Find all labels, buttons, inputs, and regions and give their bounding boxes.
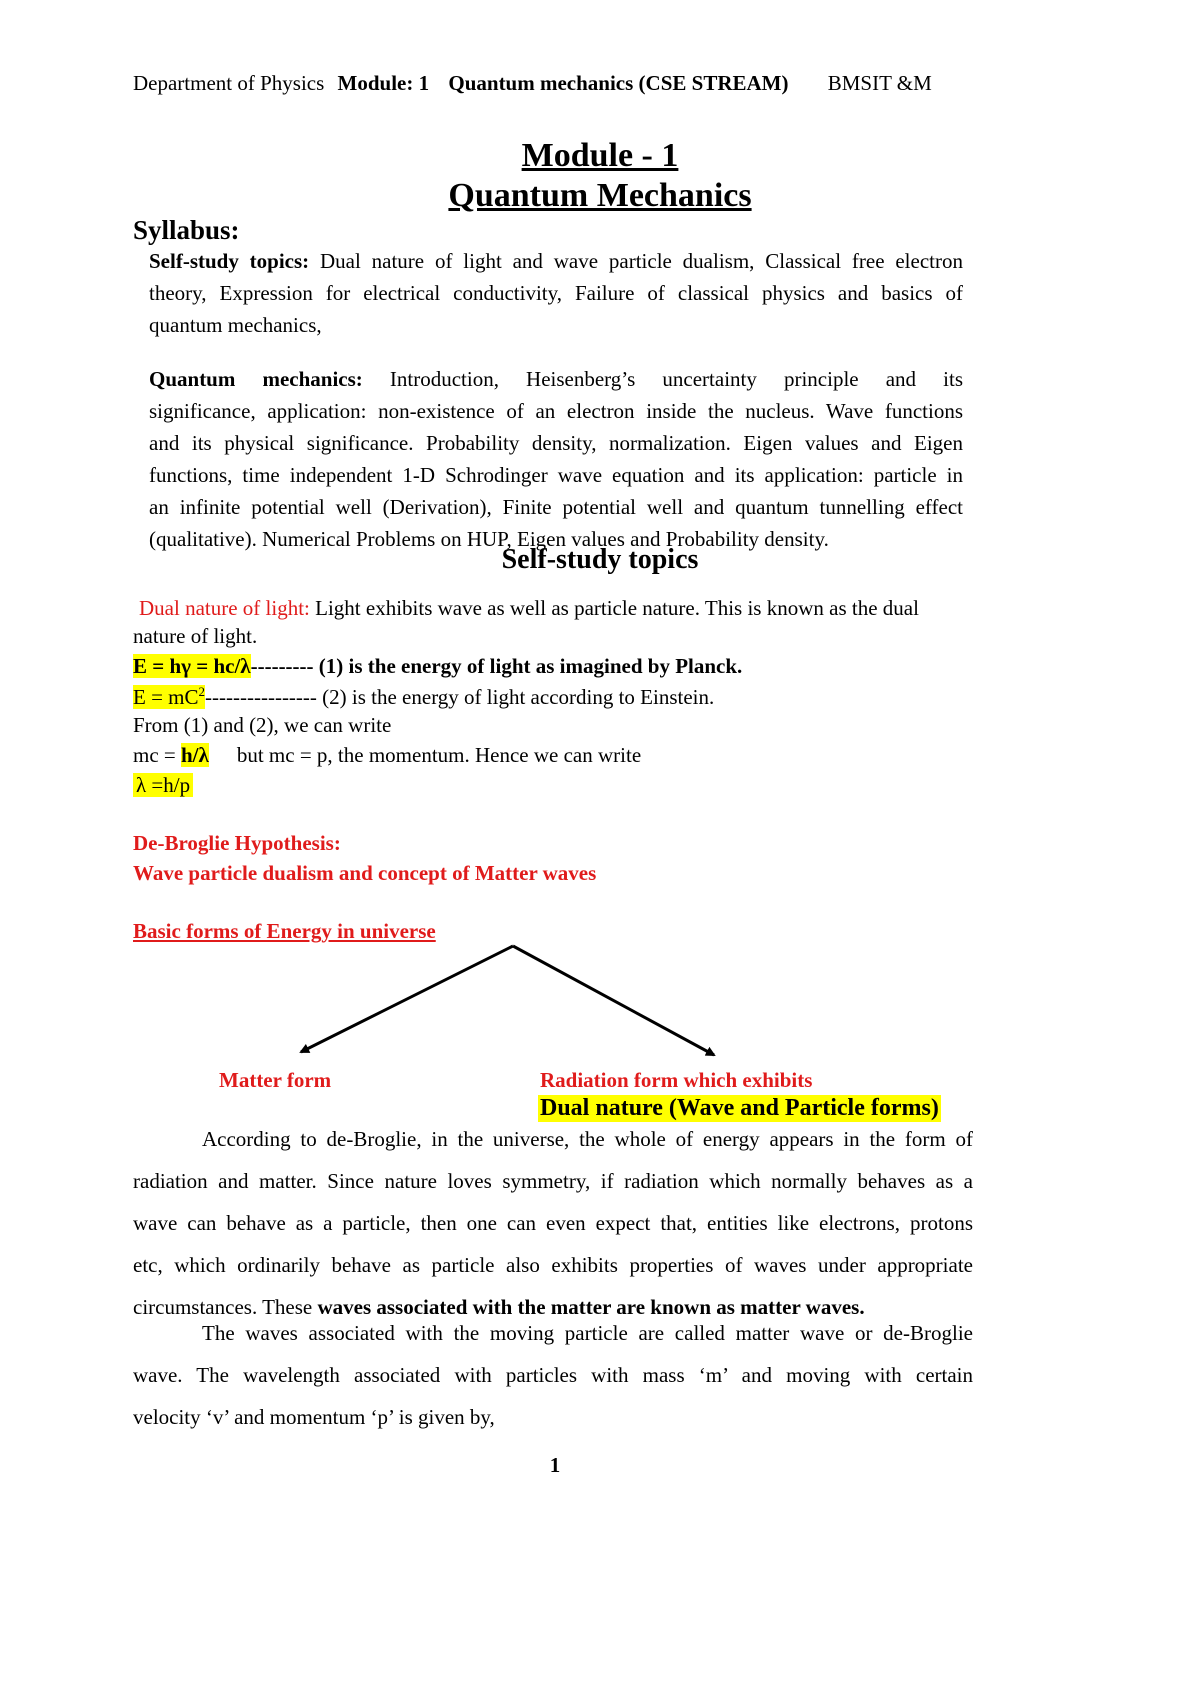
self-study-line: Self-study topics: Dual nature of light and wave particle dualism, Classical free electron (149, 249, 963, 273)
paragraph-line: According to de-Broglie, in the universe, the whole of energy appears in the form of (202, 1127, 973, 1151)
qm-line: Quantum mechanics: Introduction, Heisenberg’s uncertainty principle and its (149, 367, 963, 391)
dual-nature-line: Dual nature of light: Light exhibits wave as well as particle nature. This is known as the dual (139, 596, 919, 620)
paragraph-line: The waves associated with the moving particle are called matter wave or de-Broglie (202, 1321, 973, 1345)
arrow-to-matter (301, 946, 513, 1052)
qm-line: significance, application: non-existence of an electron inside the nucleus. Wave functions (149, 399, 963, 423)
dual-nature-label: Dual nature of light: (139, 596, 310, 620)
header-institute: BMSIT &M (827, 71, 932, 95)
self-study-line: quantum mechanics, (149, 313, 322, 337)
equation-planck: E = hγ = hc/λ--------- (1) is the energy of light as imagined by Planck. (133, 654, 743, 678)
dual-nature-line-2: nature of light. (133, 624, 258, 648)
paragraph-line: etc, which ordinarily behave as particle also exhibits properties of waves under appropriate (133, 1253, 973, 1277)
dualism-heading: Wave particle dualism and concept of Matter waves (133, 861, 597, 885)
paragraph-line: wave can behave as a particle, then one can even expect that, entities like electrons, protons (133, 1211, 973, 1235)
basic-forms-heading: Basic forms of Energy in universe (133, 919, 436, 943)
qm-label: Quantum mechanics: (149, 367, 363, 391)
from-line: From (1) and (2), we can write (133, 713, 392, 737)
qm-line: an infinite potential well (Derivation), Finite potential well and quantum tunnelling effect (149, 495, 963, 519)
matter-wave-paragraph (133, 1312, 973, 1438)
matter-waves-definition: waves associated with the matter are known as matter waves. (317, 1295, 865, 1319)
header-department: Department of Physics (133, 71, 325, 95)
dual-nature-box: Dual nature (Wave and Particle forms) (540, 1095, 939, 1121)
section-heading: Self-study topics (501, 544, 699, 575)
module-title: Module - 1 (521, 137, 679, 174)
equation-einstein-highlight: $E = mC^2$ (133, 684, 206, 709)
h-lambda-highlight: h/λ (181, 743, 209, 767)
paragraph-line: wave. The wavelength associated with particles with mass ‘m’ and moving with certain (133, 1363, 973, 1387)
page-number: 1 (549, 1453, 561, 1477)
paragraph-line: circumstances. These waves associated with the matter are known as matter waves. (133, 1295, 865, 1319)
equation-planck-highlight: E = hγ = hc/λ (133, 654, 251, 678)
qm-line: and its physical significance. Probability density, normalization. Eigen values and Eigen (149, 431, 963, 455)
syllabus-heading: Syllabus: (133, 215, 240, 245)
page-title: Quantum Mechanics (448, 177, 752, 214)
debroglie-heading: De-Broglie Hypothesis: (133, 831, 341, 855)
paragraph-line: radiation and matter. Since nature loves symmetry, if radiation which normally behaves as a (133, 1169, 973, 1193)
equation-einstein: $E = mC^2----------------$ (2) is the energy of light according to Einstein. (133, 684, 715, 709)
self-study-line: theory, Expression for electrical conductivity, Failure of classical physics and basics of (149, 281, 963, 305)
qm-line: functions, time independent 1-D Schrodinger wave equation and its application: particle in (149, 463, 963, 487)
header-module: Module: 1 (337, 71, 430, 95)
debroglie-paragraph (133, 1118, 973, 1328)
radiation-form-label: Radiation form which exhibits (540, 1068, 813, 1092)
paragraph-line: velocity ‘v’ and momentum ‘p’ is given by, (133, 1405, 495, 1429)
lambda-equation-highlight: λ =h/p (133, 773, 193, 797)
self-study-label: Self-study topics: (149, 249, 310, 273)
matter-form-label: Matter form (219, 1068, 332, 1092)
qm-line: (qualitative). Numerical Problems on HUP, Eigen values and Probability density. (149, 527, 829, 551)
arrow-to-radiation (513, 946, 714, 1055)
momentum-line: mc = h/λ but mc = p, the momentum. Hence we can write (133, 743, 642, 767)
header-subject: Quantum mechanics (CSE STREAM) (448, 71, 789, 95)
